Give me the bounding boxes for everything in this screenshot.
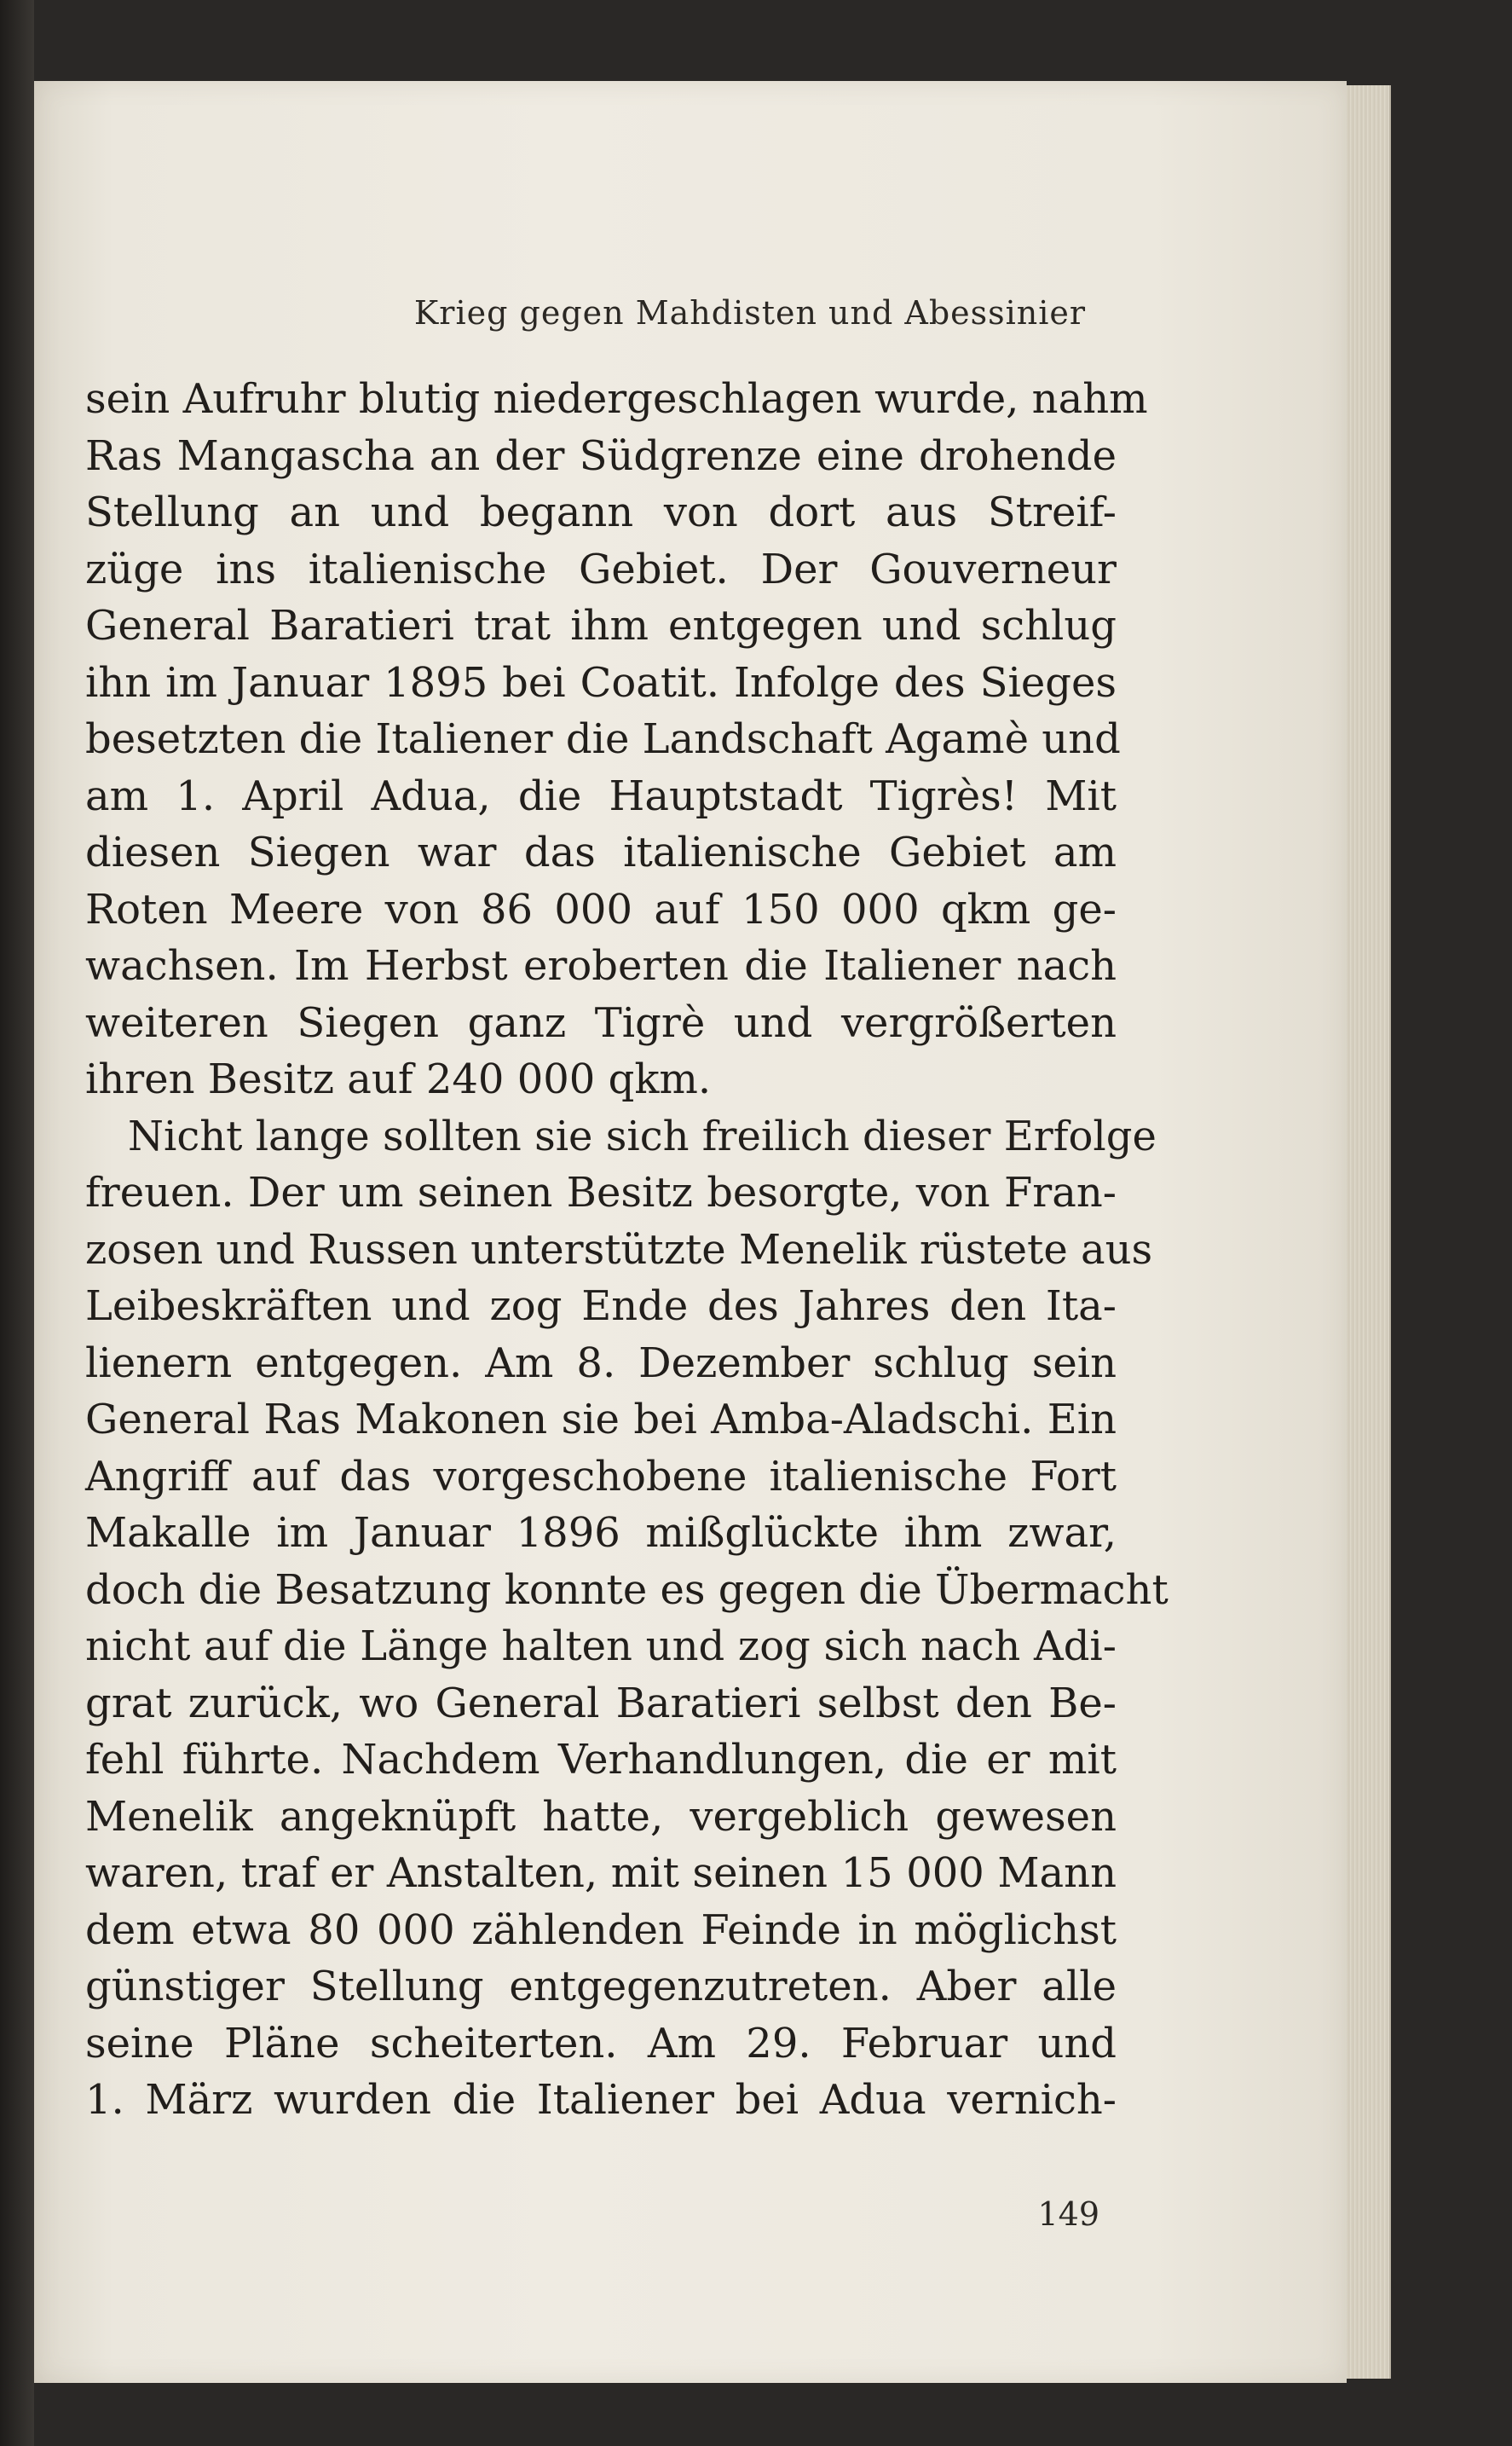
text-line: ihn im Januar 1895 bei Coatit. Infolge des Sieges [85,658,1117,707]
text-line: Ras Mangascha an der Südgrenze eine drohende [85,431,1117,480]
text-line: fehl führte. Nachdem Verhandlungen, die er mit [85,1736,1117,1784]
text-line: diesen Siegen war das italienische Gebiet am [85,829,1117,876]
book-spine-shadow [0,0,34,2446]
text-line: dem etwa 80 000 zählenden Feinde in möglichst [85,1905,1117,1954]
text-line: grat zurück, wo General Baratieri selbst den Be- [85,1679,1117,1727]
text-line: Menelik angeknüpft hatte, vergeblich gewesen [85,1792,1117,1841]
text-line: wachsen. Im Herbst eroberten die Italiener nach [85,942,1117,990]
page-number: 149 [1037,2195,1099,2233]
text-line: nicht auf die Länge halten und zog sich nach Adi- [85,1622,1117,1670]
text-line: günstiger Stellung entgegenzutreten. Aber alle [85,1963,1117,2010]
text-line: Makalle im Januar 1896 mißglückte ihm zwar, [85,1509,1117,1557]
page-stack-edge [1347,85,1391,2379]
text-line: zosen und Russen unterstützte Menelik rüstete aus [85,1225,1153,1274]
text-line: 1. März wurden die Italiener bei Adua vernich- [85,2076,1117,2124]
text-line: am 1. April Adua, die Hauptstadt Tigrès! Mit [85,772,1117,820]
text-line: seine Pläne scheiterten. Am 29. Februar und [85,2019,1117,2067]
text-line: lienern entgegen. Am 8. Dezember schlug sein [85,1339,1117,1387]
running-head: Krieg gegen Mahdisten und Abessinier [413,294,1087,332]
body-text [85,371,1169,2129]
text-line: ihren Besitz auf 240 000 qkm. [85,1055,712,1103]
text-line: Leibeskräften und zog Ende des Jahres den Ita- [85,1282,1117,1330]
text-line: züge ins italienische Gebiet. Der Gouverneur [85,545,1117,593]
text-line: Roten Meere von 86 000 auf 150 000 qkm ge- [85,885,1117,934]
text-line: doch die Besatzung konnte es gegen die Übermacht [85,1565,1169,1614]
text-line: waren, traf er Anstalten, mit seinen 15 000 Mann [85,1849,1117,1897]
text-line: Nicht lange sollten sie sich freilich dieser Erfolge [128,1112,1157,1160]
text-line: General Ras Makonen sie bei Amba-Aladschi. Ein [85,1396,1117,1443]
text-line: weiteren Siegen ganz Tigrè und vergrößerten [85,998,1117,1047]
text-line: General Baratieri trat ihm entgegen und schlug [85,602,1117,650]
text-line: besetzten die Italiener die Landschaft Agamè und [85,715,1121,763]
text-line: freuen. Der um seinen Besitz besorgte, von Fran- [85,1169,1117,1217]
text-line: sein Aufruhr blutig niedergeschlagen wurde, nahm [85,375,1148,423]
book-page [34,81,1347,2383]
text-line: Stellung an und begann von dort aus Streif- [85,489,1117,536]
text-line: Angriff auf das vorgeschobene italienische Fort [85,1452,1117,1501]
